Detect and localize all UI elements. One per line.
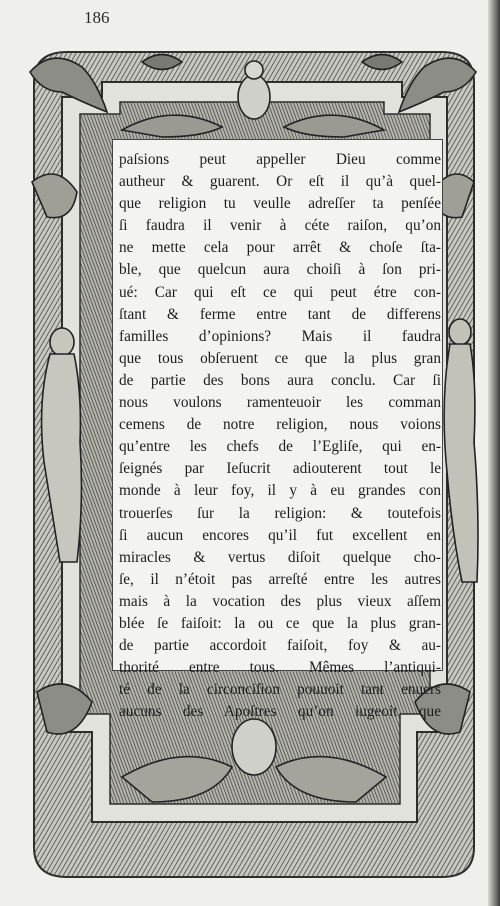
text-line: familles d’opinions? Mais il faudra: [119, 327, 441, 345]
text-line: ſtant & ferme entre tant de differens: [119, 305, 441, 323]
text-line: de partie accordoit faiſoit, foy & au-: [119, 637, 441, 655]
text-line: ne mette cela pour arrêt & choſe ſta-: [119, 239, 441, 257]
text-line: blée ſe faiſoit: la ou ce que la plus gran-: [119, 614, 441, 632]
page-number: 186: [84, 8, 110, 27]
text-line: thorité entre tous. Mêmes l’antiqui-: [119, 659, 441, 677]
text-line: monde à leur foy, il y à eu grandes con: [119, 482, 441, 500]
text-line: ſi aucun encores qu’il fut excellent en: [119, 526, 441, 544]
text-line: aucuns des Apoſtres qu’on iugeoit que: [119, 703, 441, 721]
text-line: mais à la vocation des plus vieux aſſem: [119, 592, 441, 610]
text-line: ſi faudra il venir à céte raiſon, qu’on: [119, 217, 441, 235]
body-text: [119, 149, 441, 723]
text-line: de partie des bons aura conclu. Car ſi: [119, 371, 441, 389]
text-line: miracles & vertus diſoit quelque cho-: [119, 548, 441, 566]
text-line: que tous obſeruent ce que la plus gran: [119, 349, 441, 367]
text-line: autheur & guarent. Or eſt il qu’à quel-: [119, 173, 441, 191]
text-line: nous voulons ramenteuoir les comman: [119, 394, 441, 412]
text-line: qu’entre les chefs de l’Egliſe, qui en-: [119, 438, 441, 456]
text-line: té de la circonciſion pouuoit tant enuers: [119, 681, 441, 699]
binding-edge: [488, 0, 500, 906]
text-line: que religion tu veulle adreſſer ta penſée: [119, 195, 441, 213]
text-line: ué: Car qui eſt ce qui peut étre con-: [119, 283, 441, 301]
text-line: paſsions peut appeller Dieu comme: [119, 151, 441, 168]
text-line: cemens de notre religion, nous voions: [119, 416, 441, 434]
text-line: ble, que quelcun aura choiſi à ſon pri-: [119, 261, 441, 279]
text-line: ſeignés par Ieſucrit adiouterent tout le: [119, 460, 441, 478]
text-line: ſe, il n’étoit pas arreſté entre les autres: [119, 570, 441, 588]
text-line: trouerſes ſur la religion: & toutefois: [119, 504, 441, 522]
